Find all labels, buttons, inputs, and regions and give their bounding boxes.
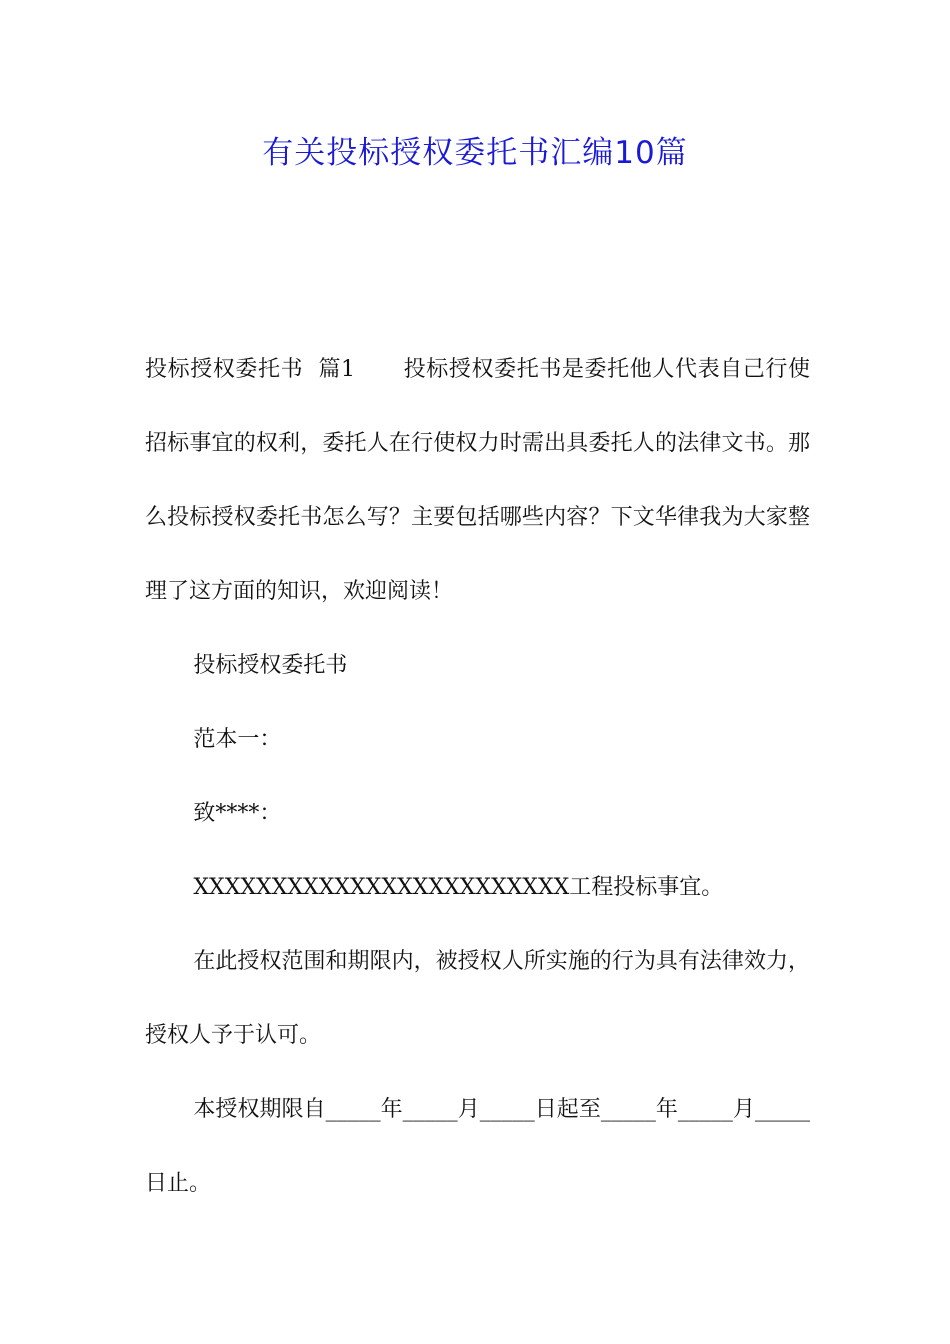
section-heading: 投标授权委托书 篇1 (145, 357, 356, 382)
document-body (145, 333, 810, 1221)
paragraph-template-label: 范本一： (193, 727, 282, 752)
paragraph-letter-title: 投标授权委托书 (193, 653, 348, 678)
paragraph-authority-period: 本授权期限自_____年_____月_____日起至_____年_____月_____日止。 (145, 1097, 810, 1196)
paragraph-intro (145, 333, 810, 629)
paragraph-recipient: 致****： (193, 801, 282, 826)
paragraph-project: XXXXXXXXXXXXXXXXXXXXXXXX工程投标事宜。 (193, 875, 724, 900)
intro-text: 投标授权委托书是委托他人代表自己行使招标事宜的权利，委托人在行使权力时需出具委托人的法律文书。那么投标授权委托书怎么写？主要包括哪些内容？下文华律我为大家整理了这方面的知识，欢迎阅读！ (145, 357, 810, 604)
document-title: 有关投标授权委托书汇编10篇 (262, 135, 688, 171)
paragraph-authority-scope: 在此授权范围和期限内，被授权人所实施的行为具有法律效力，授权人予于认可。 (145, 949, 810, 1048)
